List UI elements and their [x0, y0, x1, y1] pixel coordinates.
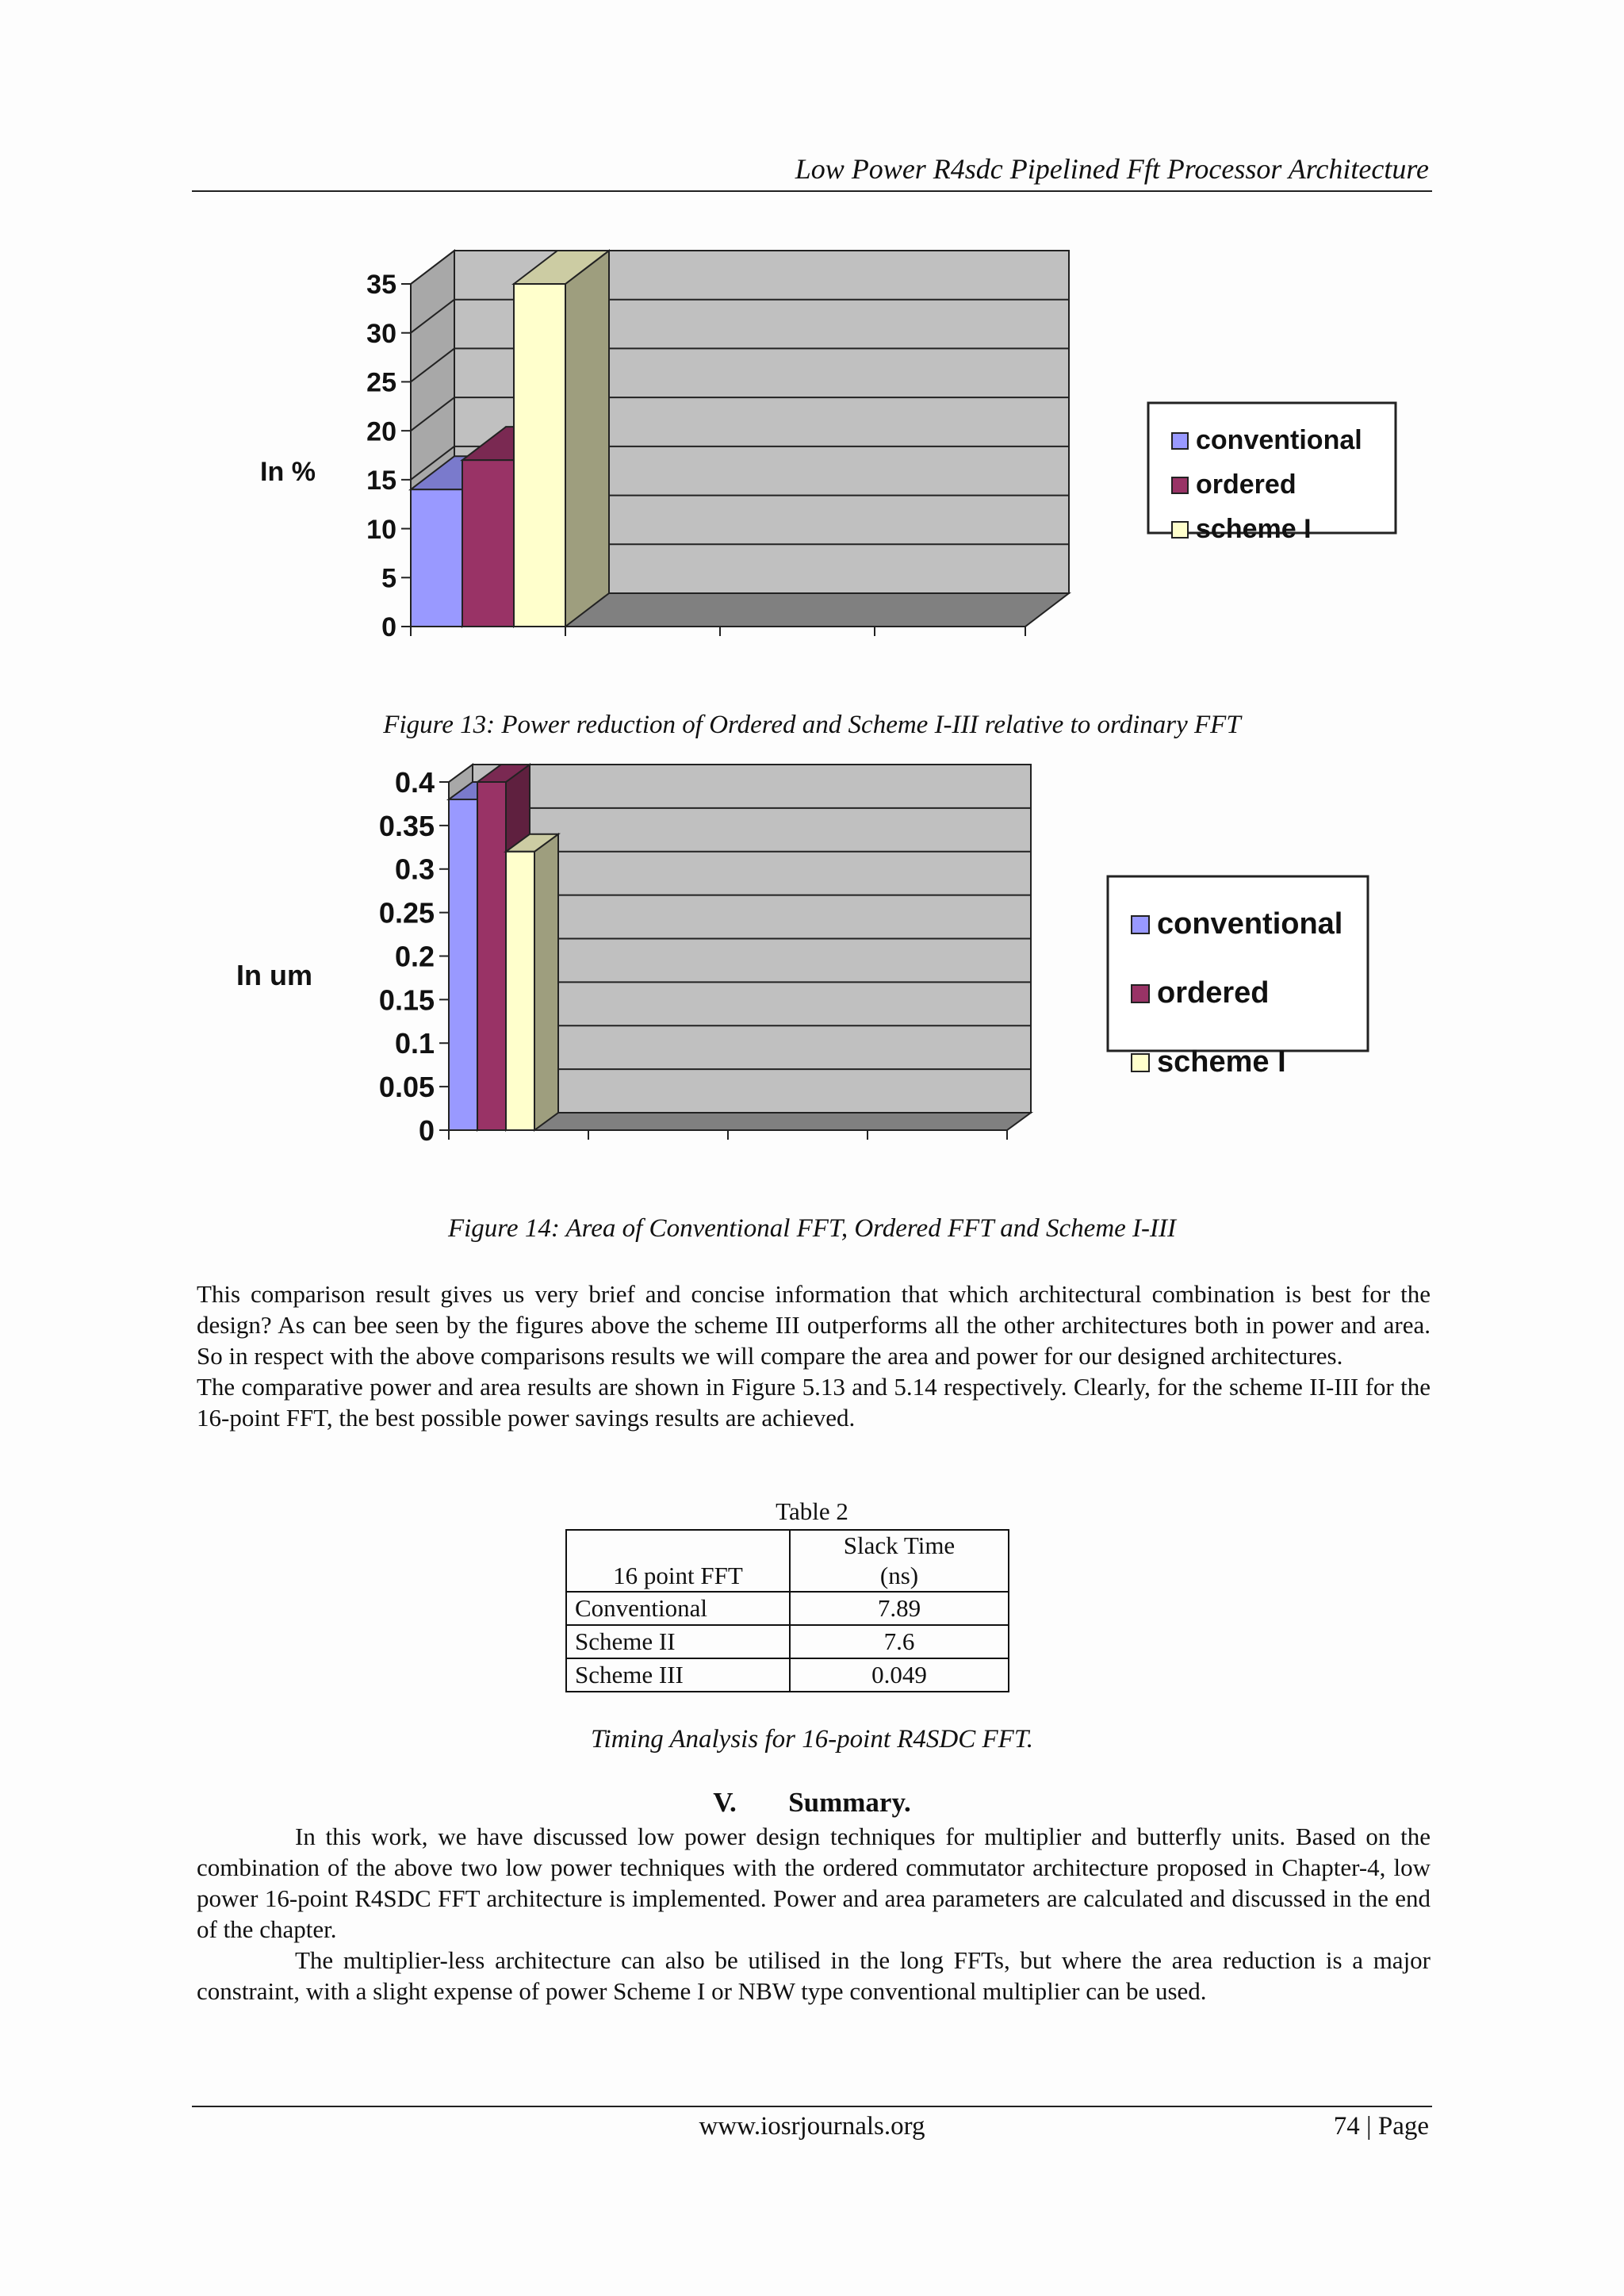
legend-entry: scheme I	[1157, 1045, 1286, 1079]
y-tick-label: 0	[381, 612, 396, 643]
y-tick-label: 0.3	[394, 853, 435, 886]
bar-scheme-I	[506, 852, 534, 1130]
table-row	[566, 1658, 1009, 1692]
figure-13-caption-text: : Power reduction of Ordered and Scheme I-III relative to ordinary FFT	[486, 711, 1241, 739]
legend-entry: conventional	[1157, 907, 1343, 941]
figure-13-label: Figure 13	[383, 711, 487, 739]
legend-entry: ordered	[1196, 470, 1297, 500]
slack-time-table	[565, 1529, 1009, 1692]
table-row	[566, 1625, 1009, 1658]
table-header-col2-line1: Slack Time	[843, 1531, 956, 1559]
footer-page-number: 74 | Page	[1333, 2112, 1429, 2141]
footer-website: www.iosrjournals.org	[699, 2112, 925, 2141]
figure-13-caption	[0, 711, 1624, 740]
bar-side-scheme-I	[534, 834, 558, 1130]
table-cell-name: Scheme III	[566, 1658, 790, 1692]
body-text	[197, 1278, 1431, 1433]
table-caption: Table 2	[776, 1497, 848, 1525]
table-footnote: Timing Analysis for 16-point R4SDC FFT.	[591, 1725, 1033, 1754]
body-paragraph-1: This comparison result gives us very brief and concise information that which architectural combination is best for the design? As can bee seen by the figures above the scheme III outperforms all the other architectures both in power and area. So in respect with the above comparisons results we will compare the area and power for our designed architectures.	[197, 1280, 1431, 1370]
footer-rule	[192, 2106, 1432, 2107]
y-tick-label: 20	[366, 416, 396, 447]
summary-text	[197, 1821, 1431, 2007]
section-number: V.	[713, 1787, 737, 1818]
bar-side-scheme-I	[565, 251, 609, 627]
table-header-col2-line2: (ns)	[879, 1562, 919, 1589]
legend-entry: scheme I	[1196, 514, 1312, 544]
figure-14-chart	[0, 761, 1624, 1158]
y-tick-label: 0	[418, 1114, 435, 1147]
y-tick-label: 0.05	[378, 1071, 435, 1104]
y-tick-label: 0.4	[394, 765, 435, 799]
legend-swatch	[1132, 1054, 1149, 1071]
y-tick-label: 15	[366, 466, 396, 496]
legend-swatch	[1132, 916, 1149, 933]
y-tick-label: 0.2	[394, 940, 435, 973]
body-paragraph-2: The comparative power and area results are shown in Figure 5.13 and 5.14 respectively. Clearly, for the scheme II-III for the 16-point FFT, the best possible power savings results are achieved.	[197, 1373, 1431, 1432]
summary-paragraph-2: The multiplier-less architecture can also be utilised in the long FFTs, but where the area reduction is a major constraint, with a slight expense of power Scheme I or NBW type conventional multiplier can be used.	[197, 1946, 1431, 2005]
bar-scheme-I	[514, 284, 565, 627]
legend-box	[1108, 876, 1368, 1051]
y-tick-label: 0.1	[394, 1027, 435, 1060]
header-rule	[192, 190, 1432, 192]
y-tick-label: 0.15	[378, 983, 435, 1017]
legend-swatch	[1132, 985, 1149, 1002]
table-cell-value: 0.049	[790, 1658, 1009, 1692]
summary-paragraph-1: In this work, we have discussed low power design techniques for multiplier and butterfly units. Based on the combination of the above two low power techniques with the ordered commutator architecture proposed in Chapter-4, low power 16-point R4SDC FFT architecture is implemented. Power and area parameters are calculated and discussed in the end of the chapter.	[197, 1823, 1431, 1943]
y-tick-label: 0.35	[378, 809, 435, 842]
legend-swatch	[1172, 433, 1188, 449]
table-cell-value: 7.89	[790, 1592, 1009, 1625]
legend-swatch	[1172, 522, 1188, 538]
bar-conventional	[411, 489, 462, 627]
table-cell-value: 7.6	[790, 1625, 1009, 1658]
figure-13-chart	[0, 238, 1624, 682]
table-header-col1: 16 point FFT	[566, 1530, 790, 1592]
bar-ordered	[462, 460, 514, 627]
running-header: Low Power R4sdc Pipelined Fft Processor Architecture	[795, 153, 1429, 185]
figure-14-caption: Figure 14: Area of Conventional FFT, Ordered FFT and Scheme I-III	[447, 1214, 1176, 1243]
section-heading	[0, 1787, 1624, 1819]
y-axis-label: In um	[236, 959, 312, 991]
y-axis-label: In %	[260, 457, 316, 487]
y-tick-label: 5	[381, 563, 396, 594]
y-tick-label: 35	[366, 270, 396, 301]
table-header-row	[566, 1530, 1009, 1592]
y-tick-label: 10	[366, 514, 396, 545]
table-header-col2	[790, 1530, 1009, 1592]
y-tick-label: 30	[366, 318, 396, 349]
table-cell-name: Conventional	[566, 1592, 790, 1625]
y-tick-label: 0.25	[378, 896, 435, 930]
legend-entry: ordered	[1157, 976, 1270, 1010]
bar-ordered	[477, 782, 506, 1130]
y-tick-label: 25	[366, 367, 396, 398]
table-row	[566, 1592, 1009, 1625]
section-title: Summary.	[788, 1787, 911, 1818]
legend-entry: conventional	[1196, 425, 1362, 455]
bar-conventional	[449, 799, 477, 1130]
table-cell-name: Scheme II	[566, 1625, 790, 1658]
legend-swatch	[1172, 477, 1188, 493]
